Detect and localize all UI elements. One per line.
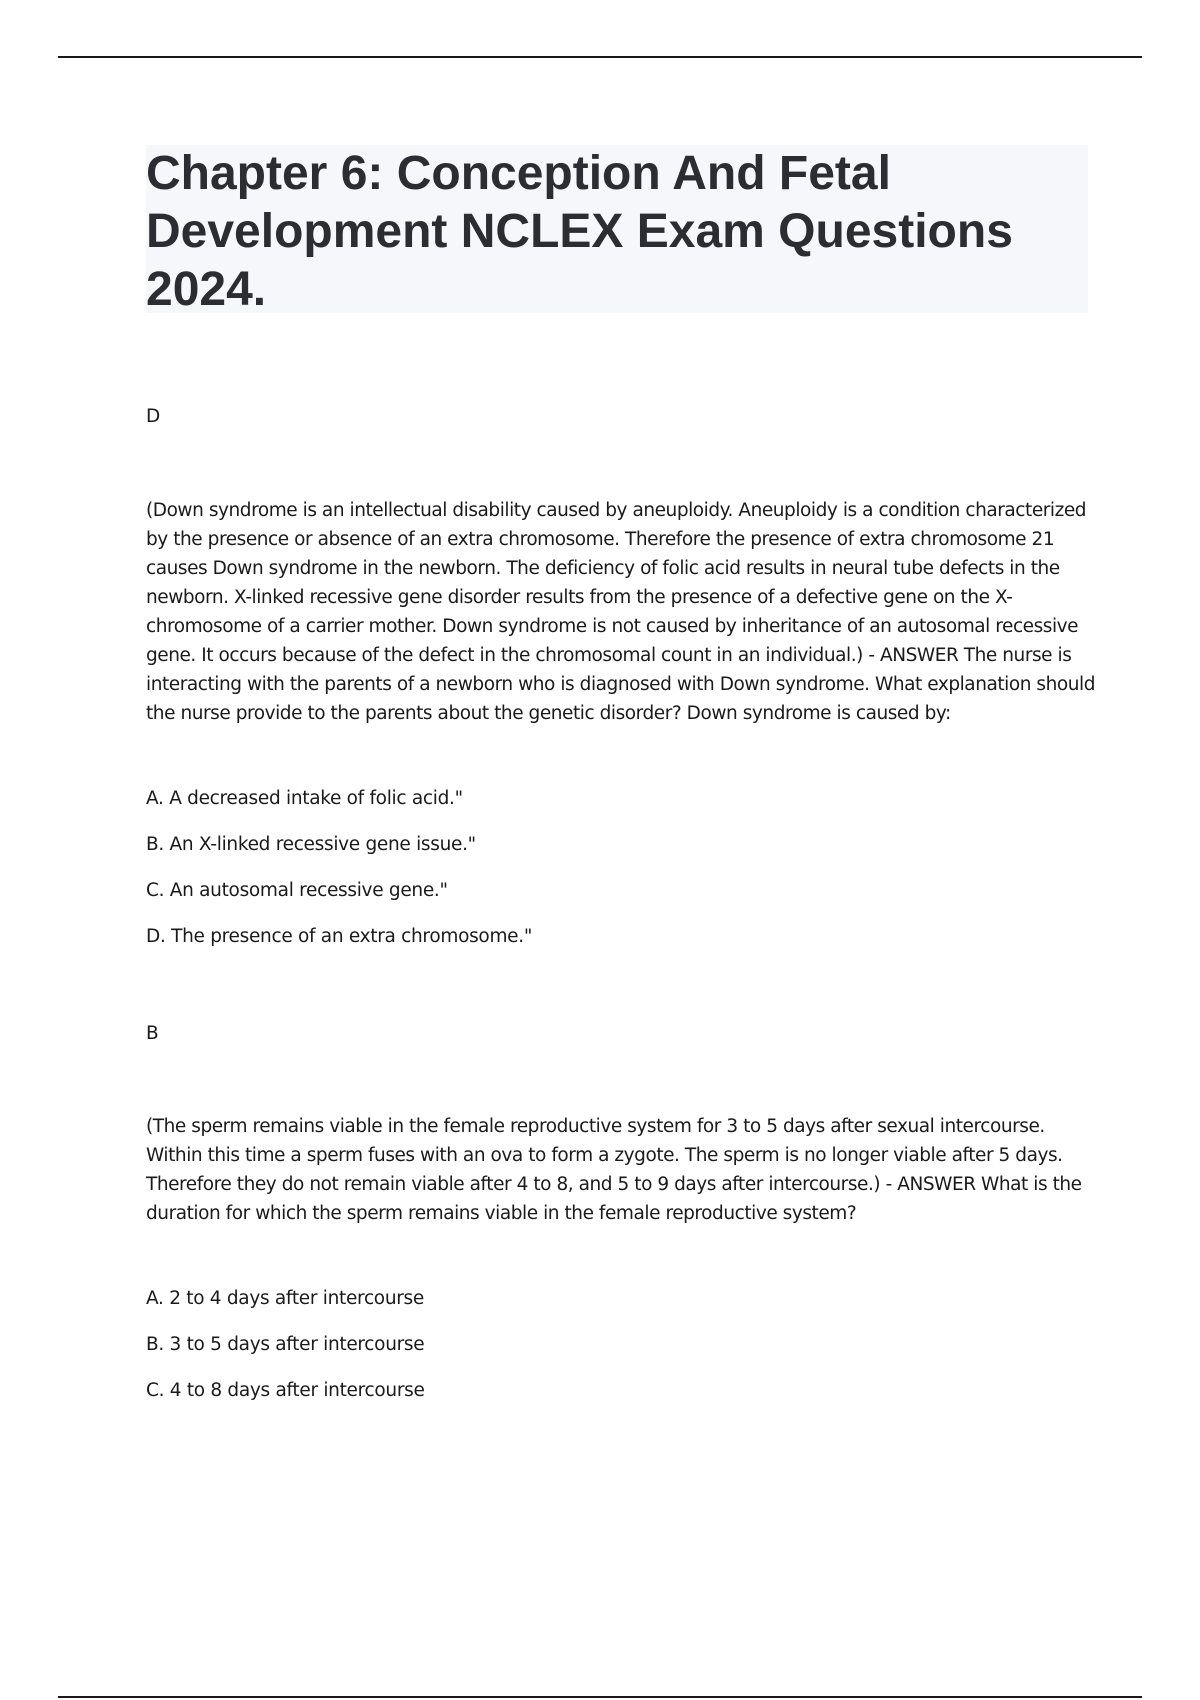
- option-d: D. The presence of an extra chromosome.": [146, 926, 533, 947]
- option-b: B. An X-linked recessive gene issue.": [146, 834, 476, 855]
- explanation-and-question: (Down syndrome is an intellectual disability caused by aneuploidy. Aneuploidy is a condition characterized by the presence or absence of an extra chromosome. Therefore the presence of extra chromosome 21 causes Down syndrome in the newborn. The deficiency of folic acid results in neural tube defects in the newborn. X-linked recessive gene disorder results from the presence of a defective gene on the X-chromosome of a carrier mother. Down syndrome is not caused by inheritance of an autosomal recessive gene. It occurs because of the defect in the chromosomal count in an individual.) - ANSWER The nurse is interacting with the parents of a newborn who is diagnosed with Down syndrome. What explanation should the nurse provide to the parents about the genetic disorder? Down syndrome is caused by:: [146, 500, 1096, 724]
- question-block-2: [146, 1017, 1096, 1423]
- question-block-1: [146, 400, 1096, 969]
- option-c: C. 4 to 8 days after intercourse: [146, 1380, 425, 1401]
- answer-options: [146, 1285, 1096, 1423]
- document-body: [146, 400, 1096, 1423]
- option-b: B. 3 to 5 days after intercourse: [146, 1334, 425, 1355]
- answer-letter: D: [146, 406, 161, 427]
- title-banner: [146, 145, 1088, 316]
- document-title: Chapter 6: Conception And Fetal Development NCLEX Exam Questions 2024.: [146, 147, 1013, 316]
- answer-letter: B: [146, 1023, 159, 1044]
- bottom-divider: [58, 1696, 1142, 1698]
- explanation-and-question: (The sperm remains viable in the female reproductive system for 3 to 5 days after sexual intercourse. Within this time a sperm fuses with an ova to form a zygote. The sperm is no longer viable after 5 days. Therefore they do not remain viable after 4 to 8, and 5 to 9 days after intercourse.) - ANSWER What is the duration for which the sperm remains viable in the female reproductive system?: [146, 1116, 1082, 1224]
- top-divider: [58, 56, 1142, 58]
- option-c: C. An autosomal recessive gene.": [146, 880, 448, 901]
- option-a: A. 2 to 4 days after intercourse: [146, 1288, 424, 1309]
- option-a: A. A decreased intake of folic acid.": [146, 788, 463, 809]
- answer-options: [146, 785, 1096, 969]
